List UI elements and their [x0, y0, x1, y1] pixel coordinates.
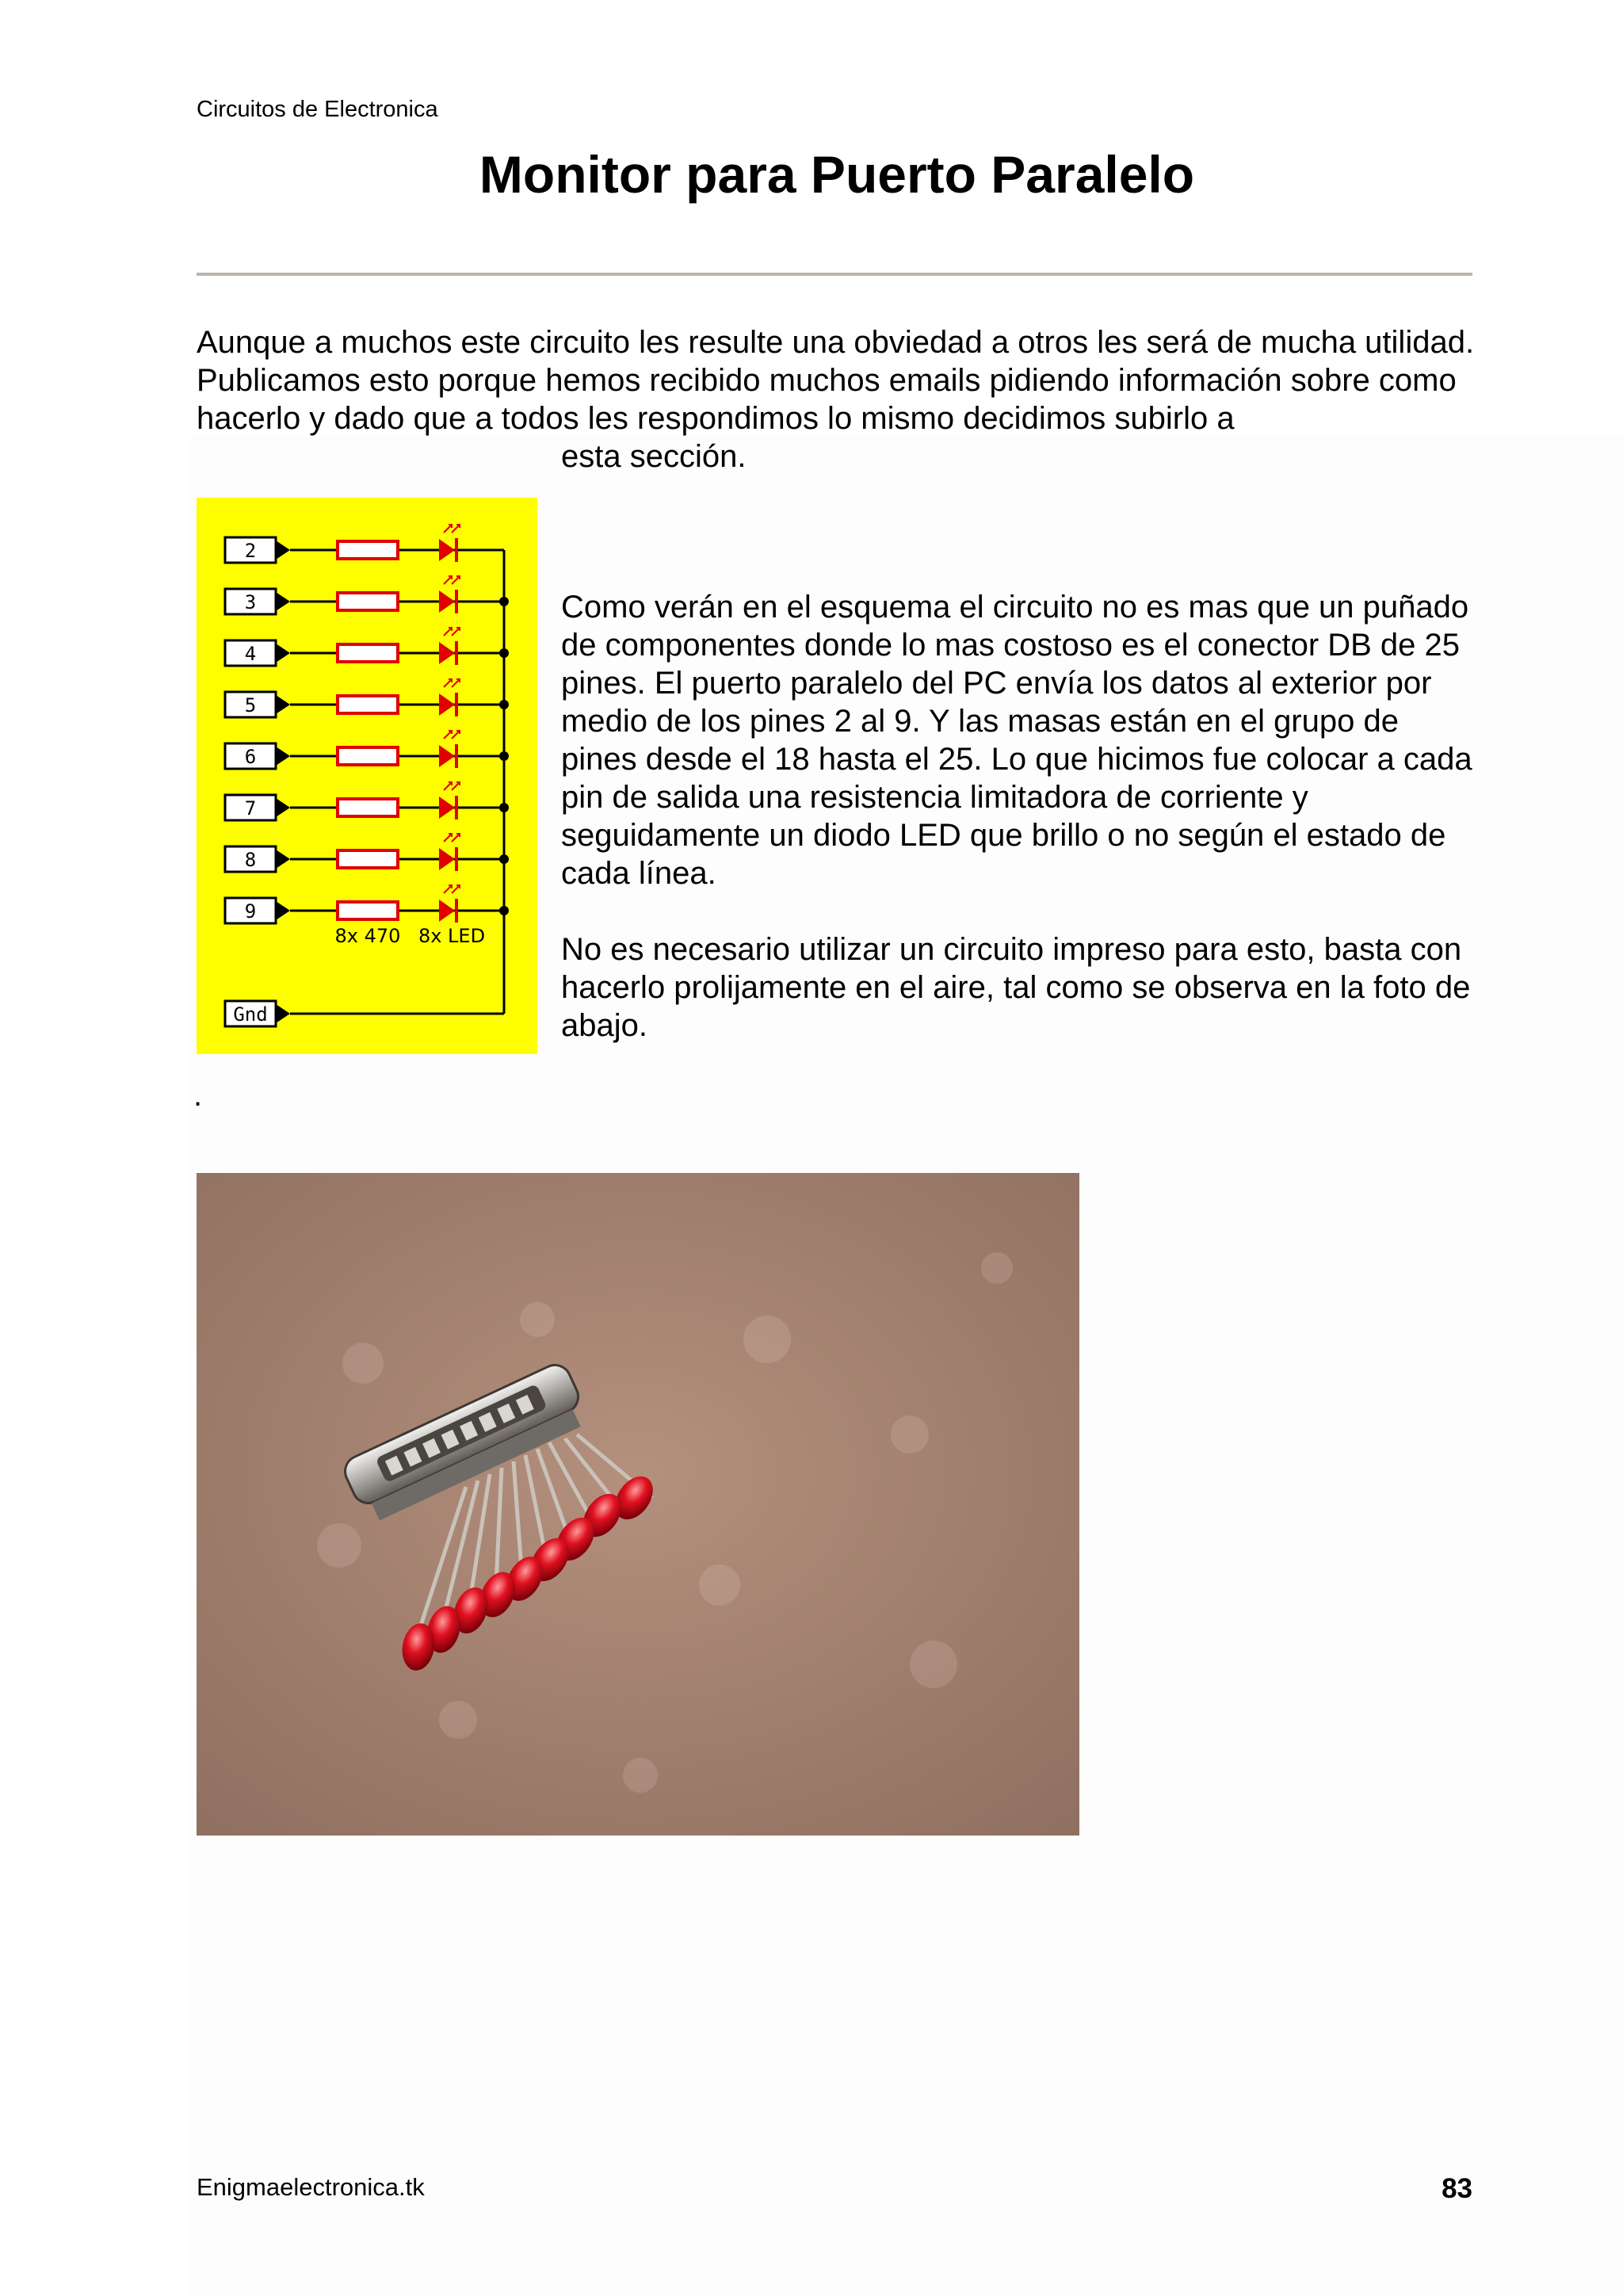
pin-2-label: 2	[244, 540, 257, 562]
footer-site: Enigmaelectronica.tk	[197, 2173, 425, 2201]
pin-4-arrow	[276, 644, 290, 663]
intro-main-text: Aunque a muchos este circuito les resulte una obviedad a otros les será de mucha utilidad. Publicamos esto porque hemos recibido muchos emails pidiendo información sobre como hacerlo y dado que a todos les respondimos lo mismo decidimos subirlo a	[197, 325, 1475, 436]
resistor-6	[338, 747, 398, 765]
resistor-label: 8x 470	[334, 925, 401, 947]
resistor-2	[338, 541, 398, 559]
led-emission-3	[444, 576, 460, 584]
led-7	[439, 797, 455, 819]
pin-3-label: 3	[244, 591, 257, 613]
pin-5-arrow	[276, 695, 290, 714]
circuit-schematic	[197, 498, 537, 1054]
separator-dot: .	[193, 1078, 203, 1113]
led-emission-9	[444, 885, 460, 893]
pin-9-arrow	[276, 901, 290, 920]
photo-illustration	[197, 1173, 1079, 1836]
running-header: Circuitos de Electronica	[197, 97, 438, 122]
pin-8-label: 8	[244, 849, 257, 871]
ground-arrow	[276, 1004, 290, 1023]
explanation-paragraph-1: Como verán en el esquema el circuito no es mas que un puñado de componentes donde lo mas costoso es el conector DB de 25 pines. El puerto paralelo del PC envía los datos al exterior por medio de los pines 2 al 9. Y las masas están en el grupo de pines desde el 18 hasta el 25. Lo que hicimos fue colocar a cada pin de salida una resistencia limitadora de corriente y seguidamente un diodo LED que brillo o no según el estado de cada línea.	[561, 590, 1472, 891]
led-8	[439, 848, 455, 870]
page-number: 83	[1442, 2173, 1472, 2204]
led-label: 8x LED	[418, 925, 486, 947]
page-title: Monitor para Puerto Paralelo	[479, 145, 1195, 204]
led-emission-8	[444, 834, 460, 842]
led-6	[439, 745, 455, 767]
led-5	[439, 693, 455, 716]
pin-2-arrow	[276, 541, 290, 560]
circuit-photo	[197, 1173, 1079, 1836]
resistor-7	[338, 799, 398, 816]
pin-5-label: 5	[244, 694, 257, 716]
led-emission-6	[444, 731, 460, 739]
pin-8-arrow	[276, 850, 290, 869]
pin-4-label: 4	[244, 643, 257, 665]
pin-6-arrow	[276, 747, 290, 766]
led-emission-2	[444, 525, 460, 533]
resistor-5	[338, 696, 398, 713]
intro-continuation-text: esta sección.	[561, 439, 747, 474]
led-emission-5	[444, 679, 460, 687]
led-9	[439, 900, 455, 922]
resistor-9	[338, 902, 398, 919]
pin-7-arrow	[276, 798, 290, 817]
resistor-3	[338, 593, 398, 610]
title-divider	[197, 273, 1472, 276]
led-3	[439, 590, 455, 613]
led-2	[439, 539, 455, 561]
led-emission-4	[444, 628, 460, 636]
pin-3-arrow	[276, 592, 290, 611]
explanation-text	[561, 588, 1480, 1083]
explanation-paragraph-2: No es necesario utilizar un circuito impreso para esto, basta con hacerlo prolijamente en el aire, tal como se observa en la foto de abajo.	[561, 932, 1471, 1043]
resistor-4	[338, 644, 398, 662]
resistor-8	[338, 850, 398, 868]
led-emission-7	[444, 782, 460, 790]
pin-6-label: 6	[244, 746, 257, 768]
schematic-diagram	[197, 498, 537, 1054]
intro-paragraph	[197, 323, 1496, 476]
pin-9-label: 9	[244, 900, 257, 923]
pin-7-label: 7	[244, 797, 257, 819]
ground-label: Gnd	[233, 1003, 268, 1026]
led-4	[439, 642, 455, 664]
